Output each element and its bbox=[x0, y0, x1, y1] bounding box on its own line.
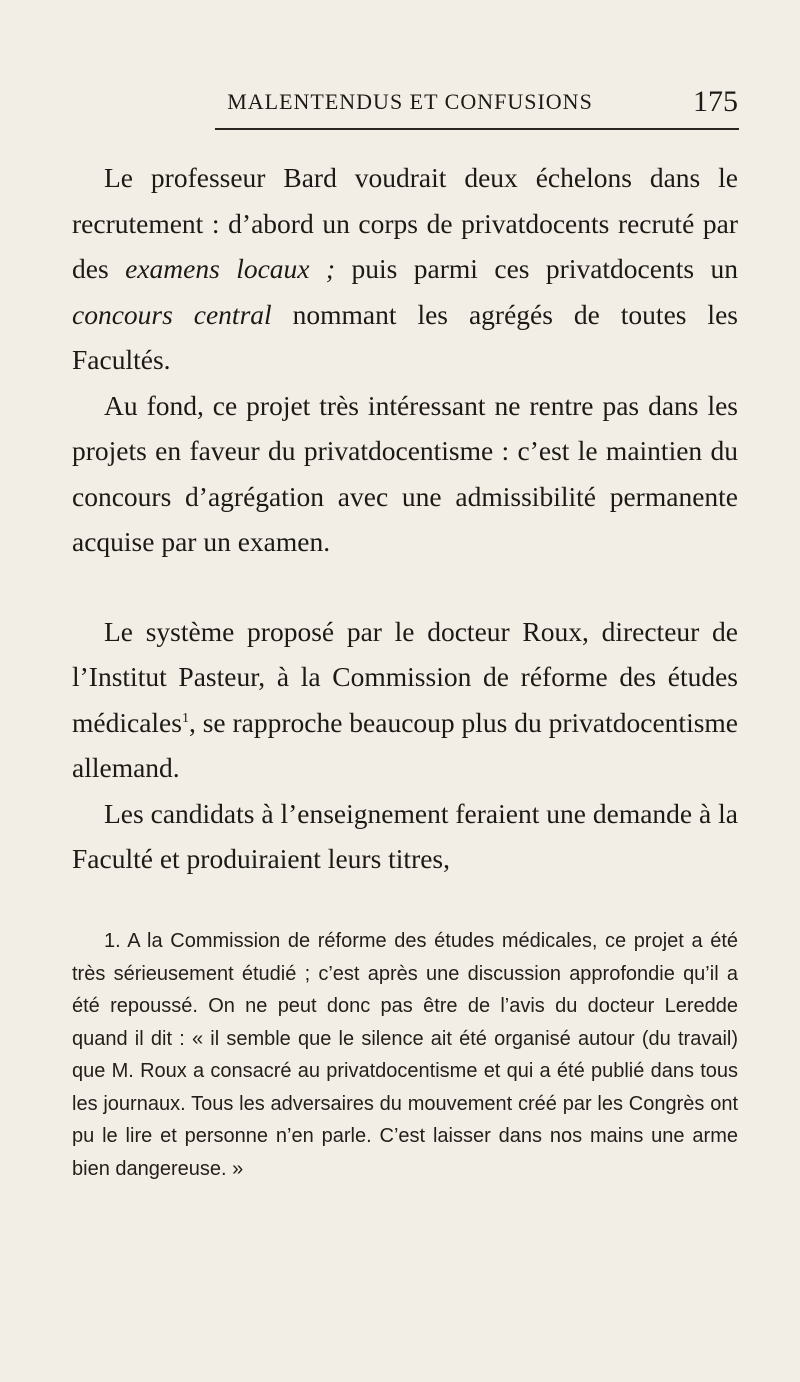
section-gap bbox=[72, 565, 738, 609]
paragraph-3-text-a: Le système proposé par le docteur Roux, directeur de l’Institut Pasteur, à la Commission de réforme des études médicales bbox=[72, 615, 738, 738]
paragraph-1-emphasis-a: examens locaux ; bbox=[125, 253, 336, 284]
footnote-text: 1. A la Commission de réforme des études médicales, ce projet a été très sérieusement étudié ; c’est après une discussion approfondie qu’il a été repoussé. On ne peut donc pas être de l’avis du docteur Leredde quand il dit : « il semble que le silence ait été organisé autour (du travail) que M. Roux a consacré au privatdocentisme et qui a été publié dans tous les journaux. Tous les adversaires du mouvement créé par les Congrès ont pu le lire et personne n’en parle. C’est laisser dans nos mains une arme bien dangereuse. » bbox=[72, 930, 738, 1180]
footnote-reference[interactable]: 1 bbox=[181, 710, 189, 726]
paragraph-3-text-b: , se rapproche beaucoup plus du privatdocentisme allemand. bbox=[72, 706, 739, 783]
paragraph-2: Au fond, ce projet très intéressant ne rentre pas dans les projets en faveur du privatdocentisme : c’est le maintien du concours d’agrégation avec une admissibilité permanente acquise par un examen. bbox=[72, 389, 738, 557]
paragraph-1-text-c: nommant les agrégés de toutes les Facultés. bbox=[72, 298, 738, 375]
running-title: MALENTENDUS ET CONFUSIONS bbox=[227, 89, 593, 114]
page-number: 175 bbox=[693, 85, 738, 118]
header-rule bbox=[215, 128, 739, 130]
paragraph-1-emphasis-b: concours central bbox=[72, 298, 272, 330]
paragraph-1-text-b: puis parmi ces privatdocents un bbox=[335, 253, 738, 284]
running-head bbox=[0, 85, 800, 124]
paragraph-1-text-a: Le professeur Bard voudrait deux échelons dans le recrutement : d’abord un corps de privatdocents recruté par des bbox=[72, 162, 738, 284]
paragraph-3 bbox=[72, 609, 738, 791]
paragraph-1 bbox=[72, 155, 738, 383]
paragraph-4: Les candidats à l’enseignement feraient une demande à la Faculté et produiraient leurs titres, bbox=[72, 797, 738, 874]
body-text bbox=[72, 155, 738, 882]
footnote bbox=[72, 925, 738, 1185]
